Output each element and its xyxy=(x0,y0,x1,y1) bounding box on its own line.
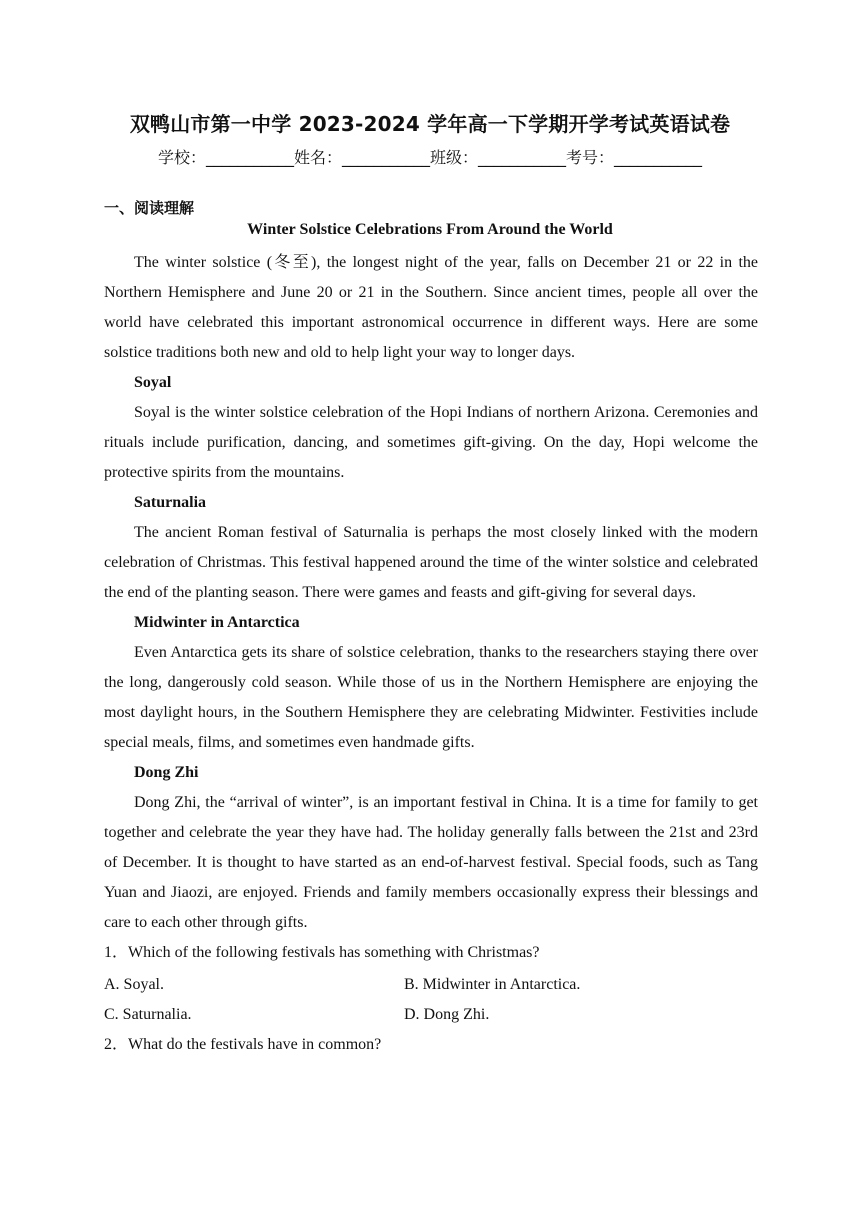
question-1-options-row-1 xyxy=(104,970,758,1000)
passage-intro: The winter solstice (冬至), the longest night of the year, falls on December 21 or 22 in the Northern Hemisphere and June 20 or 21 in the Southern. Since ancient times, people all over the world have celebrated this important astronomical occurrence in different ways. Here are some solstice traditions both new and old to help light your way to longer days. xyxy=(104,254,758,361)
section-title: 一、阅读理解 xyxy=(104,199,195,217)
passage-title: Winter Solstice Celebrations From Around the World xyxy=(247,221,613,238)
student-info-line: 学校：___________姓名：___________班级：___________考号：___________ xyxy=(157,148,702,167)
subsection-heading: Midwinter in Antarctica xyxy=(134,614,300,631)
question-1-options-row-2 xyxy=(104,1000,758,1030)
subsection-text: The ancient Roman festival of Saturnalia is perhaps the most closely linked with the modern celebration of Christmas. This festival happened around the time of the winter solstice and celebrated the end of the planting season. There were games and feasts and gift-giving for several days. xyxy=(104,524,758,601)
exam-title: 双鸭山市第一中学 2023-2024 学年高一下学期开学考试英语试卷 xyxy=(129,112,731,136)
subsection-heading: Soyal xyxy=(134,374,172,391)
option-c: C. Saturnalia. xyxy=(104,1006,192,1023)
question-1: 1．Which of the following festivals has something with Christmas? xyxy=(104,944,540,961)
passage-body xyxy=(104,248,758,1060)
option-d: D. Dong Zhi. xyxy=(404,1006,490,1023)
subsection-heading: Dong Zhi xyxy=(134,764,199,781)
option-a: A. Soyal. xyxy=(104,976,164,993)
subsection-text: Even Antarctica gets its share of solstice celebration, thanks to the researchers staying there over the long, dangerously cold season. While those of us in the Northern Hemisphere are enjoying the most daylight hours, in the Southern Hemisphere they are celebrating Midwinter. Festivities include special meals, films, and sometimes even handmade gifts. xyxy=(104,644,758,751)
option-b: B. Midwinter in Antarctica. xyxy=(404,976,581,993)
subsection-text: Dong Zhi, the “arrival of winter”, is an important festival in China. It is a time for family to get together and celebrate the year they have had. The holiday generally falls between the 21st and 23rd of December. It is thought to have started as an end-of-harvest festival. Special foods, such as Tang Yuan and Jiaozi, are enjoyed. Friends and family members occasionally express their blessings and care to each other through gifts. xyxy=(104,794,758,931)
question-2: 2．What do the festivals have in common? xyxy=(104,1036,382,1053)
subsection-text: Soyal is the winter solstice celebration of the Hopi Indians of northern Arizona. Ceremonies and rituals include purification, dancing, and sometimes gift-giving. On the day, Hopi welcome the protective spirits from the mountains. xyxy=(104,404,758,481)
subsection-heading: Saturnalia xyxy=(134,494,207,511)
